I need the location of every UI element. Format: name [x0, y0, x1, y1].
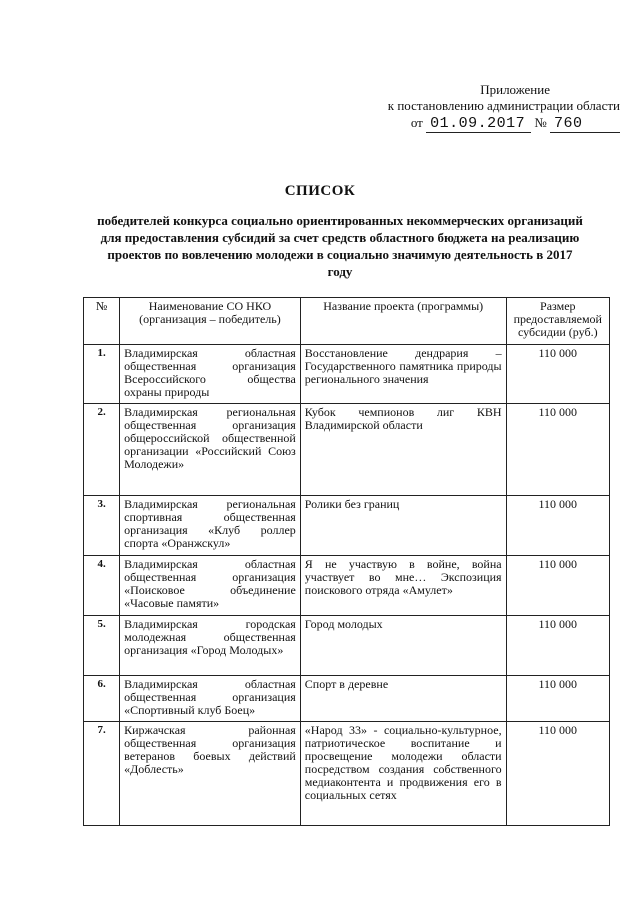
row-amount: 110 000 [506, 556, 609, 616]
table-row [84, 404, 610, 496]
row-project: Кубок чемпионов лиг КВН Владимирской области [300, 404, 506, 496]
row-project: «Народ 33» - социально-культурное, патриотическое воспитание и просвещение молодежи области посредством создания собственного медиаконтента и продвижения его в социальных сетях [300, 722, 506, 826]
decree-date-line [320, 115, 620, 133]
winners-table [83, 297, 610, 826]
row-num: 4. [84, 556, 120, 616]
row-org: Владимирская областная общественная организация «Поисковое объединение «Часовые памяти» [120, 556, 301, 616]
table-row [84, 345, 610, 404]
decree-number: 760 [550, 116, 620, 133]
table-row [84, 496, 610, 556]
table-row [84, 676, 610, 722]
table-row [84, 616, 610, 676]
row-org: Киржачская районная общественная организация ветеранов боевых действий «Доблесть» [120, 722, 301, 826]
document-header [320, 82, 620, 133]
decree-reference: к постановлению администрации области [387, 98, 620, 113]
table-header-row [84, 298, 610, 345]
header-project: Название проекта (программы) [300, 298, 506, 345]
from-label: от [410, 115, 423, 130]
row-project: Я не участвую в войне, война участвует во мне… Экспозиция поискового отряда «Амулет» [300, 556, 506, 616]
row-project: Спорт в деревне [300, 676, 506, 722]
header-amount: Размер предоставляемой субсидии (руб.) [506, 298, 609, 345]
document-title: СПИСОК [284, 183, 356, 199]
row-org: Владимирская областная общественная организация Всероссийского общества охраны природы [120, 345, 301, 404]
row-org: Владимирская областная общественная организация «Спортивный клуб Боец» [120, 676, 301, 722]
row-num: 3. [84, 496, 120, 556]
header-num: № [84, 298, 120, 345]
row-num: 5. [84, 616, 120, 676]
row-amount: 110 000 [506, 676, 609, 722]
row-num: 1. [84, 345, 120, 404]
row-org: Владимирская региональная спортивная общественная организация «Клуб роллер спорта «Оранжскул» [120, 496, 301, 556]
row-project: Ролики без границ [300, 496, 506, 556]
decree-date: 01.09.2017 [426, 116, 531, 133]
row-num: 2. [84, 404, 120, 496]
table-row [84, 556, 610, 616]
number-label: № [534, 115, 547, 130]
row-amount: 110 000 [506, 616, 609, 676]
row-org: Владимирская городская молодежная общественная организация «Город Молодых» [120, 616, 301, 676]
table-row [84, 722, 610, 826]
header-org: Наименование СО НКО (организация – победитель) [120, 298, 301, 345]
row-amount: 110 000 [506, 722, 609, 826]
row-amount: 110 000 [506, 345, 609, 404]
row-org: Владимирская региональная общественная организация общероссийской общественной организации «Российский Союз Молодежи» [120, 404, 301, 496]
row-project: Город молодых [300, 616, 506, 676]
row-amount: 110 000 [506, 496, 609, 556]
row-amount: 110 000 [506, 404, 609, 496]
row-project: Восстановление дендрария – Государственного памятника природы регионального значения [300, 345, 506, 404]
row-num: 7. [84, 722, 120, 826]
document-subtitle: победителей конкурса социально ориентированных некоммерческих организаций для предоставления субсидий за счет средств областного бюджета на реализацию проектов по вовлечению молодежи в социально значимую деятельность в 2017 году [97, 213, 583, 279]
appendix-label: Приложение [480, 82, 550, 97]
row-num: 6. [84, 676, 120, 722]
